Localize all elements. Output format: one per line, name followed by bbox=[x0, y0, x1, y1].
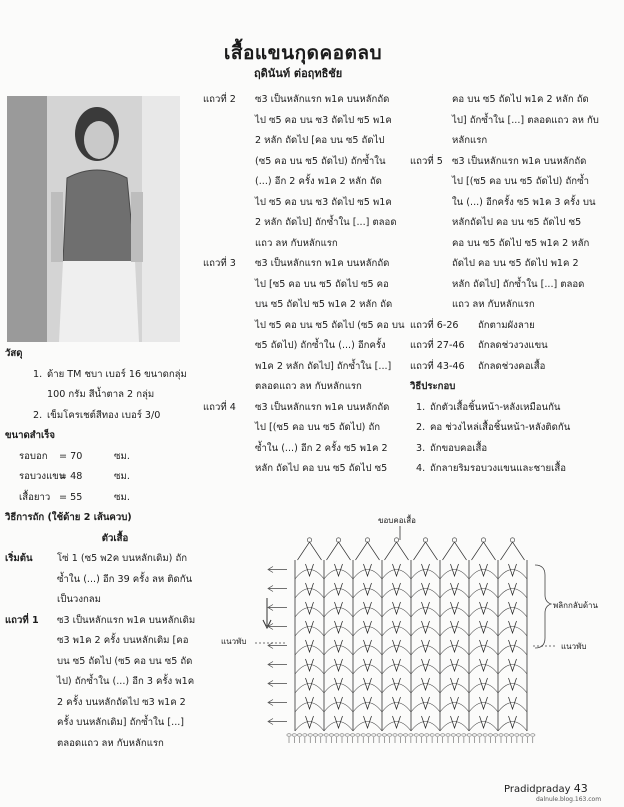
foundation-chain bbox=[372, 734, 376, 736]
chain-arc bbox=[498, 665, 527, 675]
chain-arc bbox=[353, 722, 382, 732]
assembly-step: 3. ถักขอบคอเสื้อ bbox=[416, 442, 488, 454]
chain-arc bbox=[411, 608, 440, 618]
chain-arc bbox=[440, 570, 469, 580]
foundation-chain bbox=[435, 734, 439, 736]
foundation-chain bbox=[292, 734, 296, 736]
chain-arc bbox=[295, 608, 324, 618]
chain-arc bbox=[469, 570, 498, 580]
chain-arc bbox=[295, 627, 324, 637]
chain-arc bbox=[353, 589, 382, 599]
foundation-chain bbox=[335, 734, 339, 736]
foundation-chain bbox=[451, 734, 455, 736]
method-header: วิธีการถัก (ใช้ด้าย 2 เส้นควบ) bbox=[5, 512, 132, 523]
chain-arc bbox=[498, 646, 527, 656]
row-arrow bbox=[268, 605, 287, 611]
foundation-chain bbox=[456, 734, 460, 736]
assembly-step: 2. คอ ช่วงไหล่เสื้อชิ้นหน้า-หลังติดกัน bbox=[416, 422, 571, 433]
chain-arc bbox=[411, 646, 440, 656]
chain-arc bbox=[440, 722, 469, 732]
chain-arc bbox=[353, 665, 382, 675]
row-arrow bbox=[268, 624, 287, 630]
instruction-row: แถวที่ 1 ซ3 เป็นหลักแรก พ1ค บนหลักเดิม ซ3 พ1ค 2 ครั้ง บนหลักเดิม [คอ บน ซ5 ถัดไป (ซ5 คอ บน ซ5 ถัด ไป) ถักซ้ำใน (...) อีก 3 ครั้ง พ1ค 2 ครั้ง บนหลักถัดไป ซ3 พ1ค 2 ครั้ง บนหลักเดิม] ถักซ้ำใน [...] ตลอดแถว ลห กับหลักแรก bbox=[5, 614, 196, 749]
shell-stitch bbox=[414, 542, 438, 560]
row-arrow bbox=[268, 586, 287, 592]
foundation-chain bbox=[520, 734, 524, 736]
measure-table bbox=[19, 447, 185, 509]
chain-arc bbox=[411, 703, 440, 713]
row-arrow bbox=[268, 681, 287, 687]
chain-arc bbox=[469, 646, 498, 656]
chain-arc bbox=[469, 608, 498, 618]
chain-arc bbox=[498, 684, 527, 694]
chain-arc bbox=[469, 722, 498, 732]
foundation-chain bbox=[504, 734, 508, 736]
instruction-row: แถวที่ 4 ซ3 เป็นหลักแรก พ1ค บนหลักถัด ไป [(ซ5 คอ บน ซ5 ถัดไป) ถัก ซ้ำใน (...) อีก 2 ครั้ง ซ5 พ1ค 2 หลัก ถัดไป คอ บน ซ5 ถัดไป ซ5 bbox=[203, 401, 390, 474]
chain-arc bbox=[382, 608, 411, 618]
chain-arc bbox=[382, 665, 411, 675]
foundation-chain bbox=[478, 734, 482, 736]
page-title: เสื้อแขนกุดคอตลบ bbox=[223, 42, 383, 64]
chain-arc bbox=[295, 570, 324, 580]
foundation-chain bbox=[313, 734, 317, 736]
row-arrow bbox=[268, 662, 287, 668]
model-photo bbox=[7, 96, 180, 342]
neck-edge-label: ขอบคอเสื้อ bbox=[378, 516, 416, 525]
chain-arc bbox=[324, 646, 353, 656]
chain-arc bbox=[353, 703, 382, 713]
chain-arc bbox=[411, 684, 440, 694]
chain-arc bbox=[324, 684, 353, 694]
chain-arc bbox=[353, 570, 382, 580]
right-column bbox=[410, 90, 615, 480]
instruction-continuation: คอ บน ซ5 ถัดไป พ1ค 2 หลัก ถัด ไป] ถักซ้ำใน [...] ตลอดแถว ลห กับ หลักแรก bbox=[452, 94, 599, 146]
foundation-chain bbox=[345, 734, 349, 736]
chain-arc bbox=[382, 684, 411, 694]
foundation-chain bbox=[297, 734, 301, 736]
foundation-chain bbox=[303, 734, 307, 736]
instruction-row: แถวที่ 2 ซ3 เป็นหลักแรก พ1ค บนหลักถัด ไป ซ5 คอ บน ซ3 ถัดไป ซ5 พ1ค 2 หลัก ถัดไป [คอ บน ซ5 ถัดไป (ซ5 คอ บน ซ5 ถัดไป) ถักซ้ำใน (...) อีก 2 ครั้ง พ1ค 2 หลัก ถัด ไป ซ5 คอ บน ซ3 ถัดไป ซ5 พ1ค 2 หลัก ถัดไป] ถักซ้ำใน [...] ตลอด แถว ลห กับหลักแรก bbox=[203, 94, 397, 249]
summary-row: แถวที่ 43-46 ถักลดช่วงคอเสื้อ bbox=[410, 360, 546, 372]
assembly-header: วิธีประกอบ bbox=[410, 381, 456, 392]
shell-stitch bbox=[501, 542, 525, 560]
foundation-chain bbox=[388, 734, 392, 736]
chain-arc bbox=[440, 684, 469, 694]
chain-arc bbox=[382, 627, 411, 637]
measure-header: ขนาดสำเร็จ bbox=[5, 430, 56, 441]
foundation-chain bbox=[488, 734, 492, 736]
crochet-diagram bbox=[215, 510, 605, 750]
instruction-row: แถวที่ 3 ซ3 เป็นหลักแรก พ1ค บนหลักถัด ไป [ซ5 คอ บน ซ5 ถัดไป ซ5 คอ บน ซ5 ถัดไป ซ5 พ1ค 2 หลัก ถัด ไป ซ5 คอ บน ซ5 ถัดไป (ซ5 คอ บน ซ5 ถัดไป) ถักซ้ำใน (...) อีกครั้ง พ1ค 2 หลัก ถัดไป] ถักซ้ำใน [...] ตลอดแถว ลห กับหลักแรก bbox=[203, 258, 405, 392]
row-arrow bbox=[268, 719, 287, 725]
chain-arc bbox=[498, 589, 527, 599]
foundation-chain bbox=[393, 734, 397, 736]
fold-label-left: แนวพับ bbox=[221, 637, 247, 646]
foundation-chain bbox=[446, 734, 450, 736]
shell-stitch bbox=[472, 542, 496, 560]
chain-arc bbox=[382, 646, 411, 656]
chain-arc bbox=[324, 627, 353, 637]
model-photo-illustration bbox=[7, 96, 180, 342]
materials-header: วัสดุ bbox=[5, 348, 23, 359]
instruction-row: เริ่มต้น โซ่ 1 (ซ5 พ2ค บนหลักเดิม) ถัก ซ้ำใน (...) อีก 39 ครั้ง ลห ติดกัน เป็นวงกลม bbox=[5, 553, 193, 605]
chain-arc bbox=[498, 627, 527, 637]
shell-stitch bbox=[298, 542, 322, 560]
foundation-chain bbox=[324, 734, 328, 736]
flip-bracket bbox=[535, 565, 551, 648]
material-item: 100 กรัม สีน้ำตาล 2 กลุ่ม bbox=[47, 389, 155, 400]
chain-arc bbox=[440, 703, 469, 713]
chain-arc bbox=[353, 627, 382, 637]
chain-arc bbox=[295, 703, 324, 713]
chain-arc bbox=[411, 722, 440, 732]
chain-arc bbox=[469, 665, 498, 675]
chain-arc bbox=[411, 589, 440, 599]
chain-arc bbox=[324, 665, 353, 675]
chain-arc bbox=[411, 665, 440, 675]
foundation-chain bbox=[361, 734, 365, 736]
foundation-chain bbox=[425, 734, 429, 736]
foundation-chain bbox=[398, 734, 402, 736]
measure-row: รอบวงแขน = 48 ซม. bbox=[19, 471, 130, 482]
body-header: ตัวเสื้อ bbox=[101, 532, 129, 544]
chain-arc bbox=[324, 722, 353, 732]
foundation-chain bbox=[329, 734, 333, 736]
summary-row: แถวที่ 27-46 ถักลดช่วงวงแขน bbox=[410, 340, 548, 351]
shell-stitch bbox=[385, 542, 409, 560]
chain-arc bbox=[498, 722, 527, 732]
shell-stitch bbox=[327, 542, 351, 560]
chain-arc bbox=[353, 608, 382, 618]
chain-arc bbox=[498, 703, 527, 713]
chain-arc bbox=[440, 665, 469, 675]
fold-label-right: แนวพับ bbox=[561, 642, 587, 651]
chain-arc bbox=[440, 589, 469, 599]
shell-stitch bbox=[443, 542, 467, 560]
foundation-chain bbox=[356, 734, 360, 736]
chain-arc bbox=[440, 627, 469, 637]
crochet-chart bbox=[215, 510, 605, 750]
foundation-chain bbox=[462, 734, 466, 736]
foundation-chain bbox=[382, 734, 386, 736]
foundation-chain bbox=[287, 734, 291, 736]
chain-arc bbox=[411, 627, 440, 637]
direction-arrow bbox=[263, 598, 271, 628]
row-arrow bbox=[268, 700, 287, 706]
chain-arc bbox=[353, 684, 382, 694]
row-arrow bbox=[268, 567, 287, 573]
chain-arc bbox=[469, 684, 498, 694]
left-column bbox=[5, 344, 196, 754]
foundation-chain bbox=[419, 734, 423, 736]
page-footer: Pradidpraday 43 bbox=[504, 782, 588, 795]
foundation-chain bbox=[403, 734, 407, 736]
foundation-chain bbox=[494, 734, 498, 736]
chain-arc bbox=[440, 608, 469, 618]
foundation-chain bbox=[472, 734, 476, 736]
chain-arc bbox=[324, 570, 353, 580]
chain-arc bbox=[469, 589, 498, 599]
chain-arc bbox=[324, 589, 353, 599]
foundation-chain bbox=[525, 734, 529, 736]
chain-arc bbox=[382, 570, 411, 580]
chain-arc bbox=[353, 646, 382, 656]
chain-arc bbox=[382, 589, 411, 599]
foundation-chain bbox=[340, 734, 344, 736]
chain-arc bbox=[382, 703, 411, 713]
chain-arc bbox=[295, 722, 324, 732]
summary-row: แถวที่ 6-26 ถักตามผังลาย bbox=[410, 319, 535, 331]
foundation-chain bbox=[366, 734, 370, 736]
chain-arc bbox=[295, 646, 324, 656]
chain-arc bbox=[498, 570, 527, 580]
foundation-chain bbox=[414, 734, 418, 736]
chain-arc bbox=[469, 703, 498, 713]
material-item: 2. เข็มโครเชต์สีทอง เบอร์ 3/0 bbox=[33, 409, 161, 421]
flip-label: พลิกกลับด้าน bbox=[553, 601, 598, 610]
foundation-chain bbox=[350, 734, 354, 736]
instruction-row: แถวที่ 5 ซ3 เป็นหลักแรก พ1ค บนหลักถัด ไป [(ซ5 คอ บน ซ5 ถัดไป) ถักซ้ำ ใน (...) อีกครั้ง ซ5 พ1ค 3 ครั้ง บน หลักถัดไป คอ บน ซ5 ถัดไป ซ5 คอ บน ซ5 ถัดไป ซ5 พ1ค 2 หลัก ถัดไป คอ บน ซ5 ถัดไป พ1ค 2 หลัก ถัดไป] ถักซ้ำใน [...] ตลอด แถว ลห กับหลักแรก bbox=[410, 155, 596, 310]
foundation-chain bbox=[377, 734, 381, 736]
material-item: 1. ด้าย TM ชบา เบอร์ 16 ขนาดกลุ่ม bbox=[33, 368, 187, 380]
foundation-chain bbox=[430, 734, 434, 736]
foundation-chain bbox=[409, 734, 413, 736]
foundation-chain bbox=[441, 734, 445, 736]
chain-arc bbox=[295, 589, 324, 599]
chain-arc bbox=[498, 608, 527, 618]
assembly-step: 4. ถักลายริมรอบวงแขนและชายเสื้อ bbox=[416, 463, 566, 474]
foundation-chain bbox=[509, 734, 513, 736]
shell-stitch bbox=[356, 542, 380, 560]
assembly-step: 1. ถักตัวเสื้อชิ้นหน้า-หลังเหมือนกัน bbox=[416, 401, 561, 413]
chain-arc bbox=[411, 570, 440, 580]
chain-arc bbox=[324, 608, 353, 618]
foundation-chain bbox=[515, 734, 519, 736]
row-arrow bbox=[268, 643, 287, 649]
chain-arc bbox=[469, 627, 498, 637]
chain-arc bbox=[295, 684, 324, 694]
chain-arc bbox=[324, 703, 353, 713]
measure-row: เสื้อยาว = 55 ซม. bbox=[19, 491, 130, 503]
author-name: ฤดินันท์ ต่อฤทธิชัย bbox=[254, 67, 343, 80]
foundation-chain bbox=[499, 734, 503, 736]
foundation-chain bbox=[483, 734, 487, 736]
foundation-chain bbox=[531, 734, 535, 736]
foundation-chain bbox=[319, 734, 323, 736]
measure-row: รอบอก = 70 ซม. bbox=[19, 450, 130, 462]
footer-url: dalnule.blog.163.com bbox=[536, 796, 602, 803]
chain-arc bbox=[440, 646, 469, 656]
foundation-chain bbox=[308, 734, 312, 736]
foundation-chain bbox=[467, 734, 471, 736]
chain-arc bbox=[382, 722, 411, 732]
materials-list bbox=[5, 365, 185, 427]
stitch-grid bbox=[268, 538, 535, 743]
chain-arc bbox=[295, 665, 324, 675]
middle-column bbox=[203, 90, 403, 480]
